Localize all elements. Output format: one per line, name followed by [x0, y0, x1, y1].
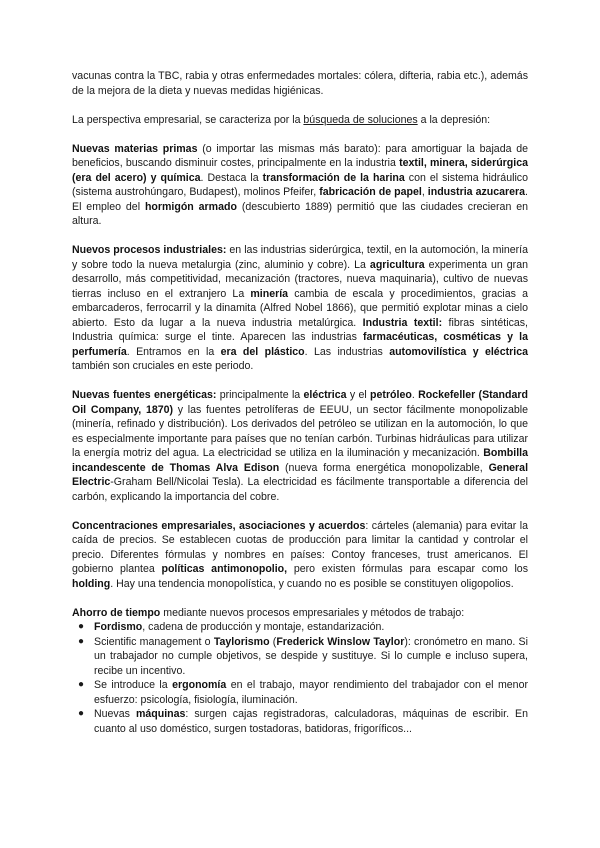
text-run: : surgen cajas registradoras, calculadoras, máquinas de escribir. En cuanto al uso doméstico, surgen tostadoras, batidoras, frigoríficos...	[94, 708, 528, 735]
text-run: pero existen fórmulas para escapar como los	[287, 563, 528, 575]
bullet-icon: ●	[78, 708, 85, 719]
bold-text: Ahorro de tiempo	[72, 606, 161, 619]
bold-text: ergonomía	[172, 679, 227, 691]
bold-text: Nuevas fuentes energéticas:	[72, 389, 217, 401]
spacer	[72, 374, 528, 389]
bullet-icon: ●	[78, 679, 85, 690]
paragraph-vaccines: vacunas contra la TBC, rabia y otras enfermedades mortales: cólera, difteria, rabia etc.), además de la mejora de la dieta y nuevas medidas higiénicas.	[72, 70, 528, 97]
text-run: con el sistema hidráulico (sistema austrohúngaro, Budapest), molinos Pfeifer,	[72, 171, 528, 198]
list-item-text	[94, 621, 384, 633]
bold-text: Concentraciones empresariales, asociaciones y acuerdos	[72, 519, 366, 532]
paragraph-time-saving	[72, 606, 528, 621]
document-page	[72, 69, 528, 736]
text-run: (	[269, 635, 277, 648]
bullet-icon: ●	[78, 635, 85, 647]
bold-text: transformación de la harina	[262, 171, 405, 184]
paragraph-industrial-processes	[72, 243, 528, 374]
bold-text: políticas antimonopolio,	[161, 563, 288, 575]
list-item-text	[94, 636, 528, 677]
bold-text: automovilística y eléctrica	[389, 345, 528, 358]
bold-text: minería	[250, 287, 289, 300]
bold-text: Fordismo	[94, 621, 143, 633]
paragraph-business-perspective	[72, 113, 528, 128]
text-run: , cadena de producción y montaje, estandarización.	[142, 621, 385, 633]
text-run: también son cruciales en este periodo.	[72, 360, 254, 372]
text-run: ): cronómetro en mano. Si un trabajador no cumple objetivos, se despide y sustituye. Si lo cumple e incluso supera, recibe un incentivo.	[94, 635, 528, 677]
text-run: ,	[421, 186, 428, 198]
bold-text: Nuevas materias primas	[72, 142, 198, 155]
list-item	[72, 635, 528, 679]
spacer	[72, 591, 528, 606]
bold-text: Frederick Winslow Taylor	[276, 635, 405, 648]
text-run: Se introduce la	[94, 679, 173, 691]
paragraph-raw-materials	[72, 142, 528, 229]
text-run: (descubierto 1889) permitió que las ciudades crecieran en altura.	[72, 200, 528, 227]
bold-text: General Electric	[72, 461, 529, 488]
text-run: La perspectiva empresarial, se caracteriza por la	[72, 113, 304, 126]
bold-text: era del plástico	[220, 345, 305, 358]
bold-text: textil, minera, siderúrgica (era del acero) y química	[72, 157, 528, 184]
bold-text: industria azucarera	[427, 186, 526, 198]
underlined-text: búsqueda de soluciones	[303, 113, 418, 126]
bullet-icon: ●	[78, 621, 85, 632]
bold-text: farmacéuticas, cosméticas y la perfumería	[72, 331, 528, 358]
text-run: . Destaca la	[200, 171, 263, 184]
spacer	[72, 98, 528, 113]
bold-text: máquinas	[135, 708, 186, 720]
list-item-text	[94, 708, 528, 735]
methods-list	[72, 620, 528, 736]
text-run: . Las industrias	[304, 345, 390, 358]
text-run: Scientific management o	[94, 635, 214, 648]
bold-text: fabricación de papel	[319, 186, 422, 198]
bold-text: petróleo	[370, 389, 412, 401]
text-run: principalmente la	[216, 389, 304, 401]
text-run: y el	[346, 389, 371, 401]
bold-text: holding	[72, 577, 111, 590]
bold-text: Industria textil:	[362, 316, 443, 329]
text-run: Nuevas	[94, 708, 136, 720]
text-run: . El empleo del	[72, 186, 528, 213]
text-run: : cárteles (alemania) para evitar la caída de precios. Se establecen cuotas de producción para limitar la cantidad y controlar el precio. Diferentes fórmulas y nombres en países: Contoy franceses, trust americanos. El gobierno plantea	[72, 519, 529, 575]
text-run: experimenta un gran desarrollo, más competitividad, mecanización (tractores, nueva maquinaria), cultivo de nuevas tierras incluso en el extranjero La	[72, 258, 528, 300]
text-run: en las industrias siderúrgica, textil, en la automoción, la minería y sobre todo la nueva metalurgia (zinc, aluminio y cobre). La	[72, 244, 528, 271]
text-run: cambia de escala y procedimientos, gracias a embarcaderos, ferrocarril y la dinamita (Alfred Nobel 1866), que permitió explotar minas a cielo abierto. Esto da lugar a la nueva industria metalúrgica.	[72, 287, 528, 329]
text-run: (nueva forma energética monopolizable,	[279, 461, 489, 474]
spacer	[72, 229, 528, 244]
bold-text: hormigón armado	[144, 200, 237, 213]
text-run: .	[411, 389, 419, 401]
bold-text: Taylorismo	[213, 635, 270, 648]
bold-text: eléctrica	[303, 389, 347, 401]
spacer	[72, 127, 528, 142]
bold-text: Nuevos procesos industriales:	[72, 244, 227, 256]
text-run: -Graham Bell/Nicolai Tesla). La electricidad es fácilmente transportable a diferencia del carbón, explicando la importancia del cobre.	[72, 476, 528, 503]
text-run: . Hay una tendencia monopolística, y cuando no es posible se constituyen oligopolios.	[110, 577, 514, 590]
list-item	[72, 620, 528, 635]
text-run: en el trabajo, mayor rendimiento del trabajador con el menor esfuerzo: psicología, fisiología, iluminación.	[94, 679, 528, 706]
paragraph-energy-sources	[72, 388, 528, 504]
paragraph-business-concentrations	[72, 519, 528, 592]
text-run: mediante nuevos procesos empresariales y métodos de trabajo:	[160, 606, 465, 619]
list-item	[72, 707, 528, 736]
bold-text: agricultura	[369, 258, 425, 271]
list-item	[72, 678, 528, 707]
text-run: fibras sintéticas, Industria química: surge el tinte. Aparecen las industrias	[72, 316, 528, 343]
spacer	[72, 504, 528, 519]
text-run: . Entramos en la	[126, 345, 221, 358]
bold-text: Rockefeller (Standard Oil Company, 1870)	[72, 389, 528, 416]
list-item-text	[94, 679, 528, 706]
text-run: a la depresión:	[417, 113, 491, 126]
text-run: y las fuentes petrolíferas de EEUU, un sector fácilmente monopolizable (minería, refinado y distribución). Los derivados del petróleo se utilizan en la automoción, lo que es especialmente importante para países que no tenían carbón. Turbinas hidráulicas para utilizar la energía motriz del agua. La electricidad se utiliza en la iluminación y mecanización.	[72, 403, 528, 459]
bold-text: Bombilla incandescente de Thomas Alva Edison	[72, 447, 528, 474]
text-run: (o importar las mismas más barato): para amortiguar la bajada de beneficios, buscando disminuir costes, principalmente en la industria	[72, 142, 528, 169]
